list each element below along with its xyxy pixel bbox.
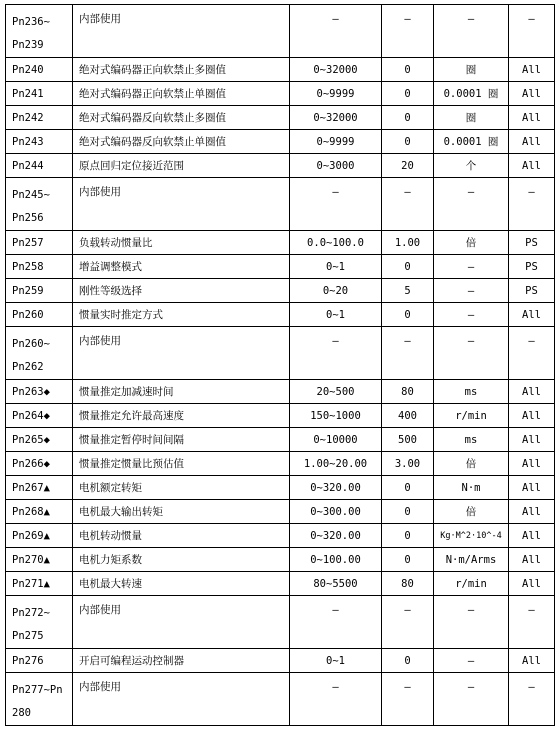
table-row (6, 428, 555, 452)
param-unit: – (434, 279, 509, 303)
param-number: Pn269▲ (12, 529, 50, 542)
param-unit: – (434, 327, 509, 380)
param-number-cell (6, 452, 73, 476)
param-default: 0 (382, 106, 434, 130)
param-mode: – (509, 596, 555, 649)
param-default: 0 (382, 548, 434, 572)
param-range: 0~320.00 (290, 476, 382, 500)
param-default: 5 (382, 279, 434, 303)
param-number-cell (6, 303, 73, 327)
param-name: 原点回归定位接近范围 (73, 154, 290, 178)
param-number: Pn267▲ (12, 481, 50, 494)
param-name: 内部使用 (73, 596, 290, 649)
param-unit: – (434, 5, 509, 58)
table-row (6, 596, 555, 649)
param-range: 20~500 (290, 380, 382, 404)
param-name: 绝对式编码器正向软禁止单圈值 (73, 82, 290, 106)
parameter-table (5, 4, 555, 726)
table-row (6, 178, 555, 231)
param-unit: 圈 (434, 106, 509, 130)
param-name: 增益调整模式 (73, 255, 290, 279)
param-range: 0~9999 (290, 82, 382, 106)
param-mode: – (509, 5, 555, 58)
param-mode: – (509, 178, 555, 231)
param-unit: r/min (434, 572, 509, 596)
param-unit: 倍 (434, 500, 509, 524)
param-number-cell (6, 572, 73, 596)
param-number: Pn260 (12, 308, 44, 321)
param-default: 0 (382, 82, 434, 106)
param-range: – (290, 596, 382, 649)
param-unit: – (434, 178, 509, 231)
param-unit: 倍 (434, 231, 509, 255)
parameter-table-body (6, 5, 555, 726)
param-unit: 个 (434, 154, 509, 178)
param-number-cell (6, 327, 73, 380)
param-mode: All (509, 303, 555, 327)
param-unit: – (434, 649, 509, 673)
param-name: 电机最大转速 (73, 572, 290, 596)
table-row (6, 327, 555, 380)
param-number-cell (6, 279, 73, 303)
param-default: 0 (382, 524, 434, 548)
param-number: Pn271▲ (12, 577, 50, 590)
param-default: 0 (382, 130, 434, 154)
table-row (6, 673, 555, 726)
param-name: 内部使用 (73, 327, 290, 380)
param-name: 内部使用 (73, 673, 290, 726)
table-row (6, 279, 555, 303)
param-range: 0~100.00 (290, 548, 382, 572)
param-name: 负载转动惯量比 (73, 231, 290, 255)
param-mode: All (509, 649, 555, 673)
param-mode: All (509, 428, 555, 452)
param-default: 0 (382, 649, 434, 673)
param-default: – (382, 5, 434, 58)
param-number-cell (6, 476, 73, 500)
param-name: 惯量推定加减速时间 (73, 380, 290, 404)
table-row (6, 58, 555, 82)
param-default: 400 (382, 404, 434, 428)
param-number: Pn240 (12, 63, 44, 76)
param-range: 1.00~20.00 (290, 452, 382, 476)
param-unit: N·m (434, 476, 509, 500)
param-number: Pn242 (12, 111, 44, 124)
param-number-cell (6, 524, 73, 548)
param-unit: – (434, 303, 509, 327)
param-mode: – (509, 673, 555, 726)
param-number: Pn236~ (12, 16, 50, 28)
param-mode: All (509, 58, 555, 82)
param-number: Pn272~ (12, 607, 50, 619)
param-unit: – (434, 673, 509, 726)
param-range: 0~1 (290, 303, 382, 327)
param-mode: All (509, 130, 555, 154)
param-number-cell (6, 428, 73, 452)
param-mode: PS (509, 279, 555, 303)
param-mode: All (509, 154, 555, 178)
param-name: 电机最大输出转矩 (73, 500, 290, 524)
table-row (6, 500, 555, 524)
param-name: 电机力矩系数 (73, 548, 290, 572)
param-default: 0 (382, 58, 434, 82)
param-number-cell (6, 231, 73, 255)
param-number-cell (6, 380, 73, 404)
param-range: 0~32000 (290, 106, 382, 130)
param-number-cell (6, 548, 73, 572)
table-row (6, 572, 555, 596)
param-name: 绝对式编码器正向软禁止多圈值 (73, 58, 290, 82)
param-name: 绝对式编码器反向软禁止单圈值 (73, 130, 290, 154)
param-range: 0~1 (290, 649, 382, 673)
param-unit: 倍 (434, 452, 509, 476)
param-unit: Kg·M^2·10^-4 (434, 524, 509, 548)
param-number-cell (6, 5, 73, 58)
param-number-cell (6, 673, 73, 726)
param-default: 1.00 (382, 231, 434, 255)
param-unit: – (434, 596, 509, 649)
table-row (6, 452, 555, 476)
param-number-cell (6, 255, 73, 279)
param-range: 0~10000 (290, 428, 382, 452)
param-unit: ms (434, 428, 509, 452)
param-default: – (382, 673, 434, 726)
param-number: Pn276 (12, 654, 44, 667)
param-default: 80 (382, 572, 434, 596)
param-number-continued: Pn262 (12, 361, 44, 373)
param-range: 0~9999 (290, 130, 382, 154)
param-default: 0 (382, 303, 434, 327)
param-default: 0 (382, 476, 434, 500)
param-number-continued: Pn256 (12, 212, 44, 224)
param-number: Pn266◆ (12, 457, 50, 470)
param-unit: 圈 (434, 58, 509, 82)
param-number-cell (6, 58, 73, 82)
param-default: 0 (382, 255, 434, 279)
param-mode: All (509, 572, 555, 596)
param-number-cell (6, 106, 73, 130)
param-number-cell (6, 404, 73, 428)
param-name: 电机转动惯量 (73, 524, 290, 548)
param-number: Pn259 (12, 284, 44, 297)
param-name: 惯量推定惯量比预估值 (73, 452, 290, 476)
param-number-cell (6, 130, 73, 154)
table-row (6, 5, 555, 58)
table-row (6, 380, 555, 404)
param-number-continued: 280 (12, 707, 31, 719)
param-number: Pn268▲ (12, 505, 50, 518)
param-number: Pn245~ (12, 189, 50, 201)
param-default: – (382, 327, 434, 380)
table-row (6, 524, 555, 548)
param-number: Pn257 (12, 236, 44, 249)
param-number-cell (6, 649, 73, 673)
table-row (6, 404, 555, 428)
param-name: 刚性等级选择 (73, 279, 290, 303)
param-default: 0 (382, 500, 434, 524)
param-unit: 0.0001 圈 (434, 82, 509, 106)
table-row (6, 106, 555, 130)
param-name: 惯量推定允许最高速度 (73, 404, 290, 428)
param-name: 内部使用 (73, 5, 290, 58)
table-row (6, 154, 555, 178)
param-mode: PS (509, 231, 555, 255)
param-number-cell (6, 178, 73, 231)
param-number: Pn265◆ (12, 433, 50, 446)
param-range: – (290, 673, 382, 726)
param-name: 内部使用 (73, 178, 290, 231)
table-row (6, 82, 555, 106)
param-range: 0~320.00 (290, 524, 382, 548)
param-name: 绝对式编码器反向软禁止多圈值 (73, 106, 290, 130)
param-number-cell (6, 154, 73, 178)
table-row (6, 231, 555, 255)
param-range: 80~5500 (290, 572, 382, 596)
param-range: 0.0~100.0 (290, 231, 382, 255)
param-number: Pn260~ (12, 338, 50, 350)
param-mode: All (509, 106, 555, 130)
table-row (6, 130, 555, 154)
param-mode: All (509, 452, 555, 476)
param-number: Pn264◆ (12, 409, 50, 422)
param-default: 20 (382, 154, 434, 178)
param-default: 3.00 (382, 452, 434, 476)
param-number-cell (6, 82, 73, 106)
param-range: – (290, 327, 382, 380)
param-number-continued: Pn239 (12, 39, 44, 51)
param-mode: All (509, 476, 555, 500)
param-number-cell (6, 500, 73, 524)
param-range: 150~1000 (290, 404, 382, 428)
param-mode: PS (509, 255, 555, 279)
param-number: Pn243 (12, 135, 44, 148)
param-unit: 0.0001 圈 (434, 130, 509, 154)
param-mode: All (509, 380, 555, 404)
param-mode: All (509, 404, 555, 428)
table-row (6, 476, 555, 500)
param-number: Pn270▲ (12, 553, 50, 566)
param-name: 开启可编程运动控制器 (73, 649, 290, 673)
param-number: Pn263◆ (12, 385, 50, 398)
param-mode: All (509, 524, 555, 548)
param-number-continued: Pn275 (12, 630, 44, 642)
param-range: 0~32000 (290, 58, 382, 82)
param-range: – (290, 178, 382, 231)
param-range: – (290, 5, 382, 58)
param-number-cell (6, 596, 73, 649)
param-mode: All (509, 500, 555, 524)
param-default: – (382, 596, 434, 649)
param-mode: All (509, 82, 555, 106)
table-row (6, 255, 555, 279)
param-range: 0~20 (290, 279, 382, 303)
table-row (6, 649, 555, 673)
param-unit: – (434, 255, 509, 279)
param-default: – (382, 178, 434, 231)
param-unit: r/min (434, 404, 509, 428)
table-row (6, 303, 555, 327)
param-range: 0~1 (290, 255, 382, 279)
param-default: 500 (382, 428, 434, 452)
param-unit: ms (434, 380, 509, 404)
param-name: 电机额定转矩 (73, 476, 290, 500)
param-number: Pn258 (12, 260, 44, 273)
param-default: 80 (382, 380, 434, 404)
param-mode: All (509, 548, 555, 572)
table-row (6, 548, 555, 572)
param-number: Pn241 (12, 87, 44, 100)
param-name: 惯量实时推定方式 (73, 303, 290, 327)
param-range: 0~300.00 (290, 500, 382, 524)
param-unit: N·m/Arms (434, 548, 509, 572)
param-range: 0~3000 (290, 154, 382, 178)
param-number: Pn244 (12, 159, 44, 172)
param-name: 惯量推定暂停时间间隔 (73, 428, 290, 452)
param-number: Pn277~Pn (12, 684, 63, 696)
param-mode: – (509, 327, 555, 380)
